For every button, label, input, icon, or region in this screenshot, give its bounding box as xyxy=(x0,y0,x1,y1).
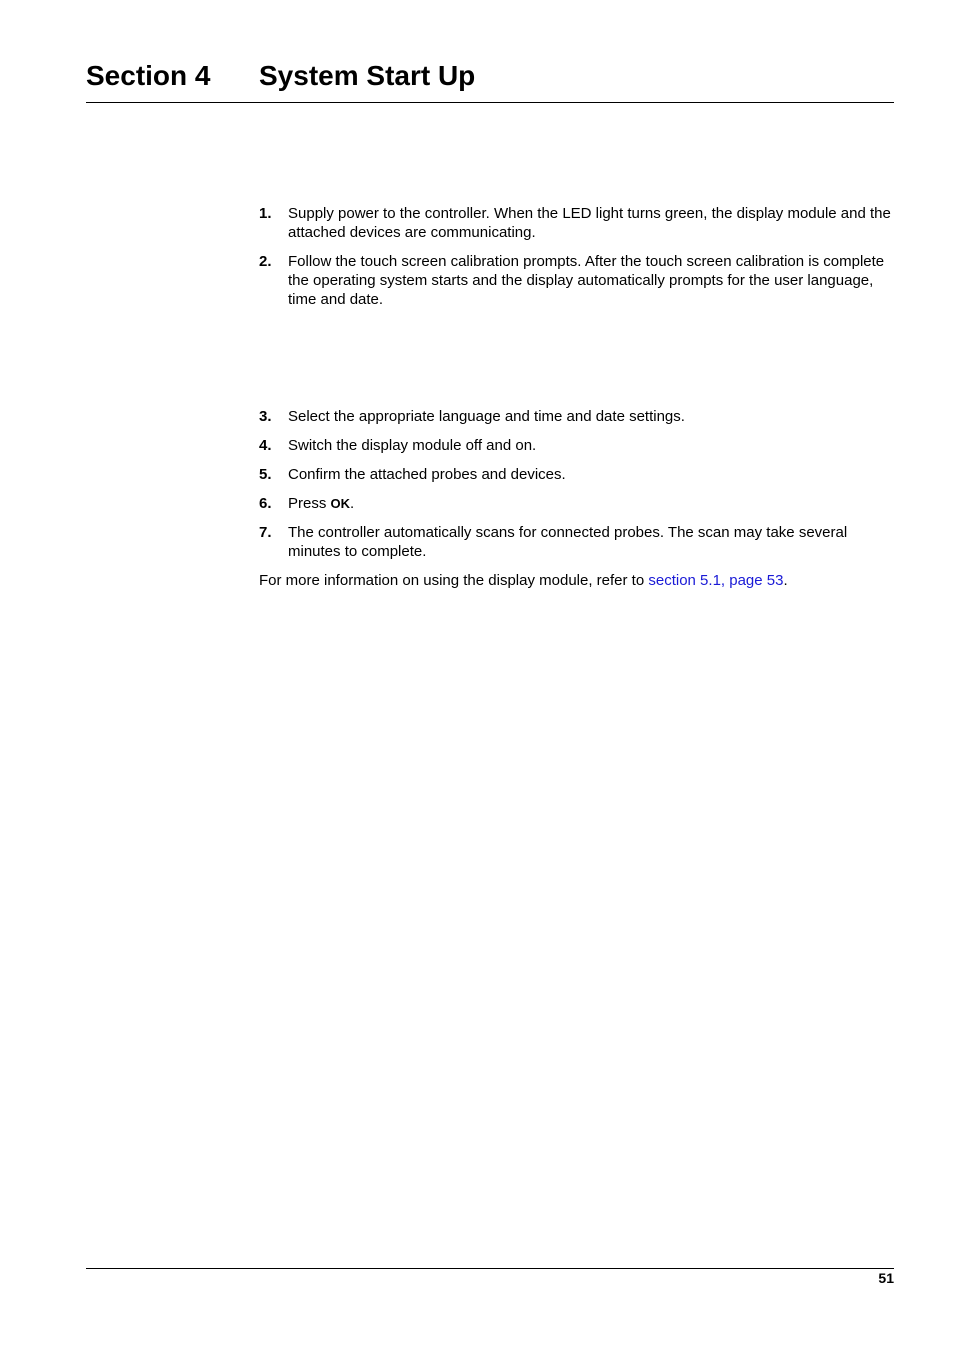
step-text xyxy=(288,494,894,513)
step-text-before: Press xyxy=(288,495,331,512)
step-7 xyxy=(259,523,894,561)
section-link[interactable]: section 5.1, page 53 xyxy=(648,572,784,589)
section-title: System Start Up xyxy=(259,60,476,91)
step-text: Switch the display module off and on. xyxy=(288,437,537,454)
step-number: 1. xyxy=(259,205,272,222)
section-header xyxy=(86,58,894,103)
more-info-paragraph xyxy=(259,571,894,590)
step-text: Select the appropriate language and time and date settings. xyxy=(288,408,685,425)
step-5 xyxy=(259,465,894,484)
step-6 xyxy=(259,494,894,513)
step-3 xyxy=(259,407,894,426)
step-number: 2. xyxy=(259,253,272,270)
ok-key-label: OK xyxy=(330,496,351,511)
more-info-text: For more information on using the display module, refer to xyxy=(259,572,649,589)
step-number: 6. xyxy=(259,495,272,512)
footer-divider xyxy=(86,1268,894,1269)
section-number: Section 4 xyxy=(86,60,211,91)
more-info-end: . xyxy=(783,572,788,589)
step-number: 5. xyxy=(259,466,272,483)
step-number: 4. xyxy=(259,437,272,454)
step-text: Supply power to the controller. When the LED light turns green, the display module and the attached devices are communicating. xyxy=(288,205,891,241)
step-text: Follow the touch screen calibration prompts. After the touch screen calibration is complete the operating system starts and the display automatically prompts for the user language, time and date. xyxy=(288,253,885,308)
step-1 xyxy=(259,204,894,242)
step-text: The controller automatically scans for connected probes. The scan may take several minutes to complete. xyxy=(288,524,848,560)
step-2 xyxy=(259,252,894,309)
step-number: 7. xyxy=(259,524,272,541)
step-text-after: . xyxy=(350,495,355,512)
page-number: 51 xyxy=(878,1270,894,1286)
step-number: 3. xyxy=(259,408,272,425)
step-text: Confirm the attached probes and devices. xyxy=(288,466,566,483)
step-4 xyxy=(259,436,894,455)
